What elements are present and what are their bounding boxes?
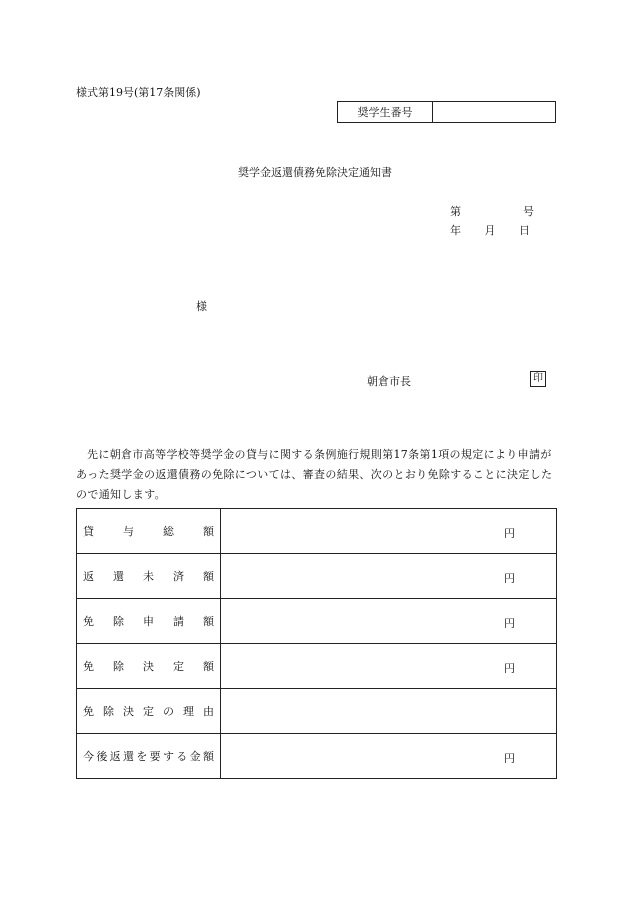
date-year: 年	[450, 224, 461, 237]
scholar-number-label: 奨学生番号	[338, 102, 433, 122]
doc-number-suffix: 号	[523, 205, 534, 218]
row-label-cell	[77, 689, 221, 734]
form-number: 様式第19号(第17条関係)	[76, 86, 201, 99]
row-label-cell	[77, 509, 221, 554]
row-label-cell	[77, 734, 221, 779]
issuer-name: 朝倉市長	[367, 375, 411, 388]
row-label: 免 除 申 請 額	[83, 615, 214, 628]
row-value-field[interactable]	[221, 554, 557, 599]
row-label-cell	[77, 599, 221, 644]
yen-unit: 円	[504, 617, 515, 630]
date-day: 日	[519, 224, 530, 237]
table-row	[77, 689, 557, 734]
row-label: 免 除 決 定 の 理 由	[83, 705, 214, 718]
addressee-suffix: 様	[196, 300, 207, 313]
table-row	[77, 644, 557, 689]
row-label: 免 除 決 定 額	[83, 660, 214, 673]
row-label: 今 後 返 還 を 要 す る 金 額	[83, 750, 214, 763]
row-label-cell	[77, 644, 221, 689]
seal-mark: 印	[530, 371, 546, 387]
table-row	[77, 599, 557, 644]
row-label: 返 還 未 済 額	[83, 570, 214, 583]
row-value-field[interactable]	[221, 689, 557, 734]
row-label: 貸 与 総 額	[83, 525, 214, 538]
document-title: 奨学金返還債務免除決定通知書	[238, 166, 392, 179]
detail-table	[76, 508, 557, 779]
date-month: 月	[484, 224, 496, 237]
row-value-field[interactable]	[221, 599, 557, 644]
scholar-number-box	[337, 101, 556, 123]
document-date	[450, 222, 530, 238]
table-row	[77, 509, 557, 554]
yen-unit: 円	[504, 662, 515, 675]
table-row	[77, 554, 557, 599]
doc-number-prefix: 第	[450, 205, 461, 218]
table-row	[77, 734, 557, 779]
row-value-field[interactable]	[221, 734, 557, 779]
scholar-number-field[interactable]	[433, 102, 555, 122]
row-label-cell	[77, 554, 221, 599]
yen-unit: 円	[504, 752, 515, 765]
row-value-field[interactable]	[221, 644, 557, 689]
yen-unit: 円	[504, 527, 515, 540]
yen-unit: 円	[504, 572, 515, 585]
document-number	[450, 203, 534, 219]
body-text: 先に朝倉市高等学校等奨学金の貸与に関する条例施行規則第17条第1項の規定により申請があった奨学金の返還債務の免除については、審査の結果、次のとおり免除することに決定したので通知します。	[76, 448, 553, 501]
row-value-field[interactable]	[221, 509, 557, 554]
